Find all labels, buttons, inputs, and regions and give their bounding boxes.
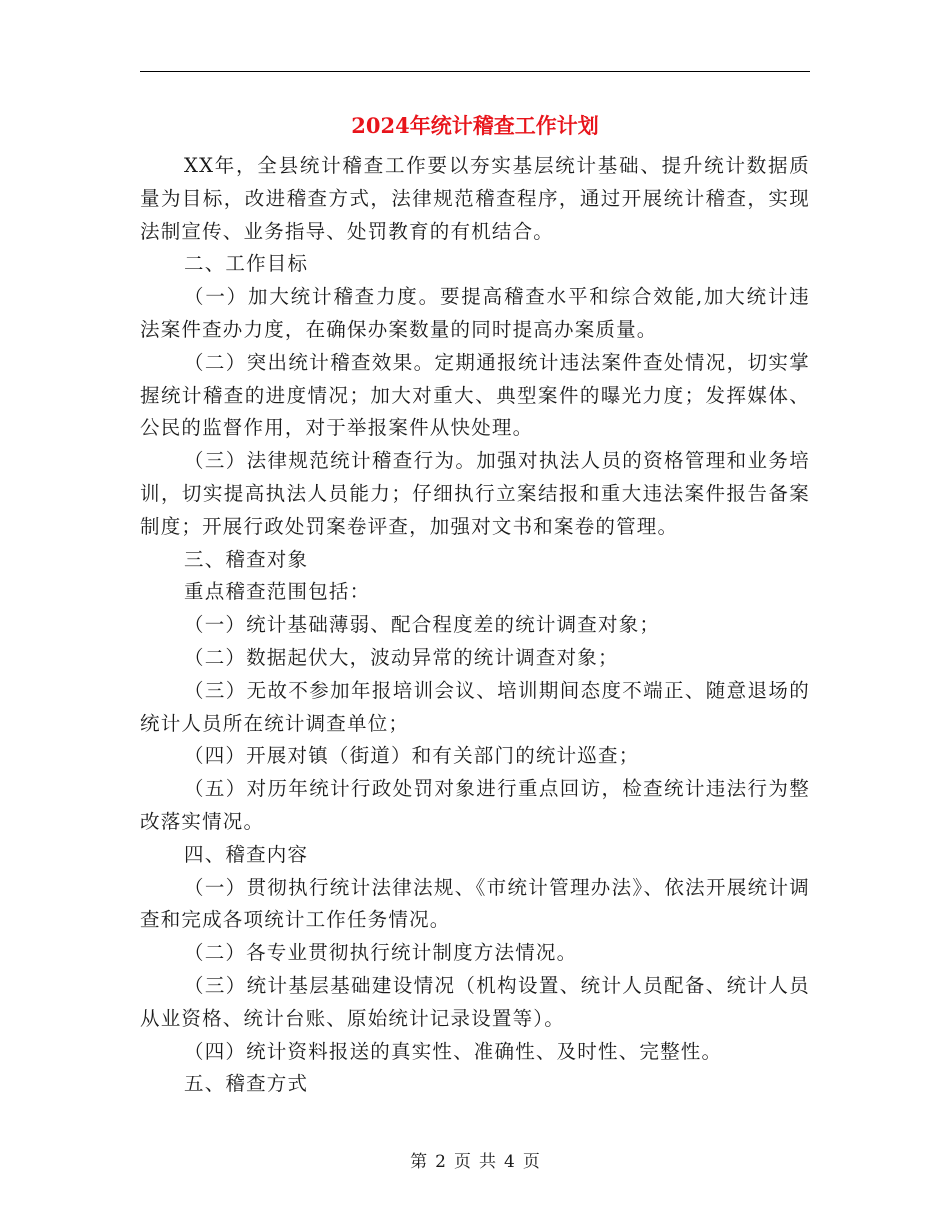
footer-total-pages: 4 bbox=[504, 1152, 515, 1172]
list-item: （三）无故不参加年报培训会议、培训期间态度不端正、随意退场的统计人员所在统计调查单位； bbox=[140, 678, 810, 735]
footer-current-page: 2 bbox=[435, 1152, 446, 1172]
footer-suffix: 页 bbox=[522, 1152, 540, 1172]
list-item: （二）各专业贯彻执行统计制度方法情况。 bbox=[184, 941, 578, 965]
footer-prefix: 第 bbox=[410, 1152, 428, 1172]
section-heading: 四、稽查内容 bbox=[184, 842, 309, 866]
list-item: （五）对历年统计行政处罚对象进行重点回访，检查统计违法行为整改落实情况。 bbox=[140, 777, 810, 833]
list-item: （二）数据起伏大，波动异常的统计调查对象； bbox=[184, 645, 619, 669]
footer-total-word: 共 bbox=[479, 1152, 496, 1172]
section-heading: 三、稽查对象 bbox=[184, 547, 309, 571]
body-paragraph: （三）法律规范统计稽查行为。加强对执法人员的资格管理和业务培训，切实提高执法人员能力；仔细执行立案结报和重大违法案件报告备案制度；开展行政处罚案卷评查，加强对文书和案卷的管理。 bbox=[140, 449, 810, 538]
section-heading: 二、工作目标 bbox=[184, 252, 309, 276]
list-item: （一）统计基础薄弱、配合程度差的统计调查对象； bbox=[184, 613, 661, 637]
document-title: 2024年统计稽查工作计划 bbox=[351, 113, 599, 138]
body-paragraph: XX年，全县统计稽查工作要以夯实基层统计基础、提升统计数据质量为目标，改进稽查方式，法律规范稽查程序，通过开展统计稽查，实现法制宣传、业务指导、处罚教育的有机结合。 bbox=[140, 154, 810, 243]
body-paragraph: （一）加大统计稽查力度。要提高稽查水平和综合效能,加大统计违法案件查办力度，在确保办案数量的同时提高办案质量。 bbox=[140, 285, 810, 341]
list-item: （三）统计基层基础建设情况（机构设置、统计人员配备、统计人员从业资格、统计台账、原始统计记录设置等）。 bbox=[140, 973, 810, 1030]
section-heading: 五、稽查方式 bbox=[184, 1072, 309, 1096]
list-item: （一）贯彻执行统计法律法规、《市统计管理办法》、依法开展统计调查和完成各项统计工作任务情况。 bbox=[140, 875, 810, 932]
body-paragraph: 重点稽查范围包括： bbox=[184, 580, 371, 604]
body-paragraph: （二）突出统计稽查效果。定期通报统计违法案件查处情况，切实掌握统计稽查的进度情况；加大对重大、典型案件的曝光力度；发挥媒体、公民的监督作用，对于举报案件从快处理。 bbox=[140, 350, 810, 440]
list-item: （四）统计资料报送的真实性、准确性、及时性、完整性。 bbox=[184, 1039, 723, 1063]
document-body bbox=[140, 150, 810, 1101]
list-item: （四）开展对镇（街道）和有关部门的统计巡查； bbox=[184, 744, 640, 768]
footer-page-word: 页 bbox=[454, 1152, 471, 1172]
page-footer bbox=[0, 1150, 950, 1174]
header-rule bbox=[140, 71, 810, 72]
